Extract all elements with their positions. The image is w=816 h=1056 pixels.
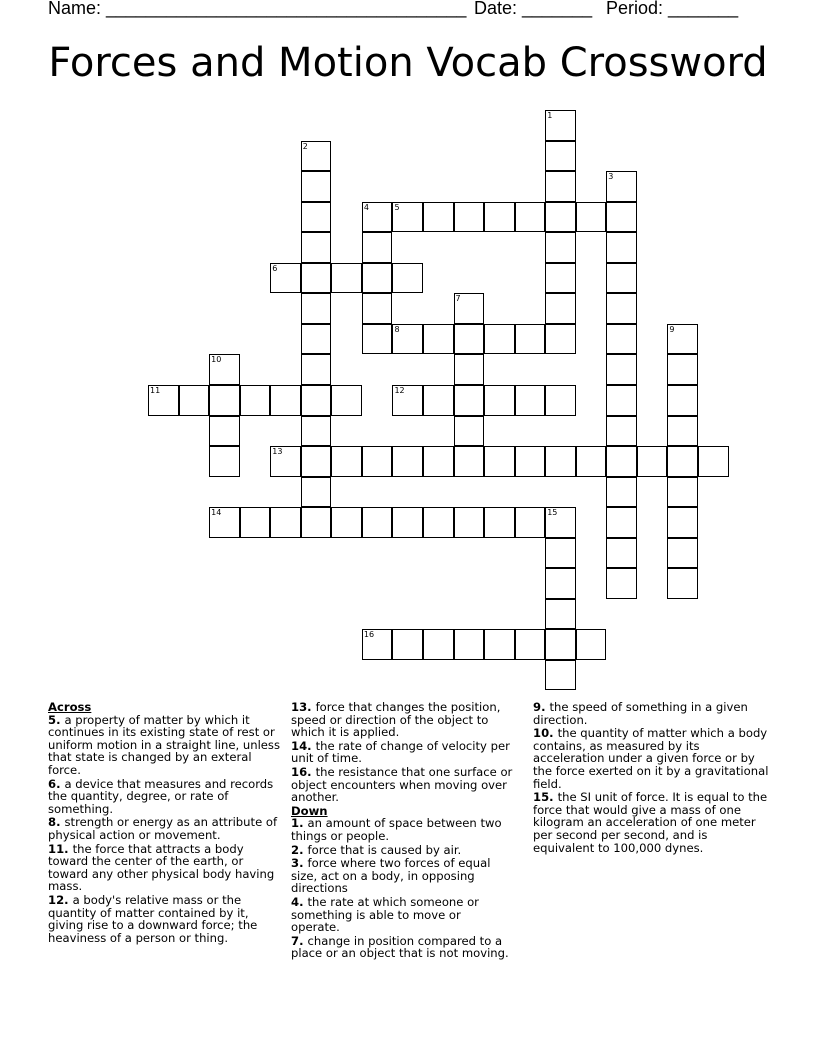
clue-number: 14 (211, 508, 222, 518)
clue-number: 9 (669, 324, 675, 334)
crossword-cell[interactable] (606, 202, 637, 233)
crossword-cell[interactable] (301, 202, 332, 233)
clue-item-number: 1. (291, 816, 308, 831)
across-clues-list-continued (291, 701, 513, 804)
across-heading: Across (48, 700, 92, 714)
crossword-cell[interactable] (576, 629, 607, 660)
clue-item-text: force that changes the position, speed or direction of the object to which it is applied. (291, 700, 501, 740)
clue-item (291, 740, 513, 765)
clue-number: 12 (394, 385, 405, 395)
crossword-cell[interactable] (331, 507, 362, 538)
crossword-cell[interactable] (576, 202, 607, 233)
clue-item-text: the speed of something in a given direction. (533, 700, 748, 727)
crossword-cell[interactable] (392, 629, 423, 660)
crossword-cell[interactable] (301, 232, 332, 263)
crossword-cell[interactable] (301, 171, 332, 202)
crossword-cell[interactable] (545, 629, 576, 660)
crossword-cell[interactable] (606, 324, 637, 355)
crossword-cell[interactable] (392, 507, 423, 538)
crossword-cell[interactable] (179, 385, 210, 416)
clues-column-3 (533, 701, 769, 855)
crossword-cell[interactable] (667, 446, 698, 477)
crossword-cell[interactable] (362, 324, 393, 355)
clue-item (48, 894, 280, 944)
clue-number: 6 (272, 263, 278, 273)
clue-number: 15 (547, 508, 558, 518)
crossword-cell[interactable] (454, 629, 485, 660)
crossword-cell[interactable] (423, 324, 454, 355)
crossword-cell[interactable] (545, 324, 576, 355)
crossword-cell[interactable] (698, 446, 729, 477)
clue-item-number: 4. (291, 894, 308, 909)
crossword-cell[interactable] (454, 416, 485, 447)
crossword-cell[interactable] (423, 629, 454, 660)
clue-item-text: force that is caused by air. (307, 842, 462, 857)
crossword-cell[interactable] (362, 446, 393, 477)
clue-item-text: strength or energy as an attribute of physical action or movement. (48, 815, 278, 842)
crossword-cell[interactable] (301, 507, 332, 538)
crossword-cell[interactable] (515, 385, 546, 416)
crossword-cell[interactable] (667, 538, 698, 569)
crossword-cell[interactable] (667, 507, 698, 538)
clue-item-text: the SI unit of force. It is equal to the force that would give a mass of one kilogram an acceleration of one meter per second per second, and is equivalent to 100,000 dynes. (533, 790, 768, 855)
crossword-cell[interactable] (545, 599, 576, 630)
clue-item (291, 935, 513, 960)
crossword-cell[interactable] (606, 446, 637, 477)
clue-item (48, 843, 280, 893)
crossword-cell[interactable] (606, 416, 637, 447)
down-heading: Down (291, 803, 328, 818)
crossword-cell[interactable] (209, 416, 240, 447)
clue-item (48, 778, 280, 816)
crossword-cell[interactable] (484, 629, 515, 660)
clue-item-number: 2. (291, 842, 308, 857)
clue-number: 3 (608, 172, 614, 182)
crossword-cell[interactable] (423, 446, 454, 477)
crossword-cell[interactable] (423, 202, 454, 233)
crossword-cell[interactable] (515, 629, 546, 660)
crossword-cell[interactable] (423, 385, 454, 416)
crossword-cell[interactable] (362, 232, 393, 263)
crossword-cell[interactable] (362, 507, 393, 538)
clue-number: 5 (394, 202, 400, 212)
clue-item (533, 791, 769, 854)
clue-number: 2 (302, 141, 308, 151)
clue-item-text: the rate of change of velocity per unit of time. (291, 738, 510, 766)
clue-number: 1 (547, 111, 553, 120)
clue-item-number: 6. (48, 776, 65, 791)
clues-column-1 (48, 701, 280, 945)
crossword-cell[interactable] (454, 385, 485, 416)
crossword-cell[interactable] (515, 202, 546, 233)
crossword-cell[interactable] (576, 446, 607, 477)
crossword-cell[interactable] (331, 446, 362, 477)
crossword-cell[interactable] (454, 354, 485, 385)
crossword-cell[interactable] (606, 354, 637, 385)
crossword-cell[interactable] (240, 385, 271, 416)
clue-item-number: 3. (291, 856, 308, 871)
crossword-cell[interactable] (637, 446, 668, 477)
period-field[interactable]: Period: _______ (606, 0, 739, 18)
crossword-cell[interactable] (484, 324, 515, 355)
clue-item-number: 12. (48, 892, 73, 907)
clues-column-2 (291, 701, 513, 961)
clue-item-number: 10. (533, 726, 558, 741)
crossword-cell[interactable] (301, 446, 332, 477)
crossword-cell[interactable] (270, 385, 301, 416)
crossword-cell[interactable] (545, 202, 576, 233)
crossword-cell[interactable] (545, 660, 576, 691)
clue-item-text: a body's relative mass or the quantity of matter contained by it, giving rise to a downward force; the heaviness of a person or thing. (48, 892, 258, 945)
clue-item-number: 9. (533, 700, 550, 714)
crossword-cell[interactable] (301, 293, 332, 324)
name-field[interactable]: Name: ____________________________________ (48, 0, 467, 18)
crossword-cell[interactable] (331, 263, 362, 294)
crossword-cell[interactable] (392, 263, 423, 294)
crossword-cell[interactable] (392, 446, 423, 477)
clue-item (533, 727, 769, 790)
across-clues-list (48, 714, 280, 945)
crossword-cell[interactable] (606, 477, 637, 508)
clue-item-number: 14. (291, 738, 316, 753)
date-field[interactable]: Date: _______ (474, 0, 593, 18)
crossword-cell[interactable] (362, 263, 393, 294)
clue-item-number: 15. (533, 790, 558, 805)
clue-item-text: the force that attracts a body toward the center of the earth, or toward any other physical body having mass. (48, 841, 275, 894)
clue-number: 10 (211, 355, 222, 365)
clue-item-number: 5. (48, 712, 65, 727)
clue-item-text: a property of matter by which it continues in its existing state of rest or uniform motion in a straight line, unless that state is changed by an exteral force. (48, 712, 280, 777)
crossword-cell[interactable] (301, 263, 332, 294)
crossword-cell[interactable] (484, 202, 515, 233)
crossword-cell[interactable] (606, 232, 637, 263)
clue-number: 7 (455, 294, 461, 304)
crossword-cell[interactable] (209, 385, 240, 416)
clue-item (533, 701, 769, 726)
crossword-cell[interactable] (667, 477, 698, 508)
crossword-cell[interactable] (454, 324, 485, 355)
clue-item-number: 8. (48, 815, 65, 830)
crossword-cell[interactable] (209, 446, 240, 477)
crossword-cell[interactable] (454, 446, 485, 477)
crossword-cell[interactable] (545, 171, 576, 202)
crossword-cell[interactable] (545, 141, 576, 172)
clue-item-text: change in position compared to a place or an object that is not moving. (291, 933, 509, 961)
clue-item (291, 817, 513, 842)
crossword-cell[interactable] (667, 568, 698, 599)
clue-item-text: the resistance that one surface or object encounters when moving over another. (291, 764, 513, 805)
crossword-cell[interactable] (301, 324, 332, 355)
crossword-cell[interactable] (606, 293, 637, 324)
clue-item (291, 896, 513, 934)
clue-item (48, 714, 280, 777)
clue-number: 8 (394, 324, 400, 334)
crossword-cell[interactable] (515, 324, 546, 355)
clue-item-text: a device that measures and records the quantity, degree, or rate of something. (48, 776, 274, 816)
clue-item (291, 844, 513, 857)
crossword-cell[interactable] (606, 538, 637, 569)
crossword-cell[interactable] (606, 385, 637, 416)
crossword-cell[interactable] (545, 446, 576, 477)
page-title: Forces and Motion Vocab Crossword (48, 40, 768, 86)
crossword-cell[interactable] (484, 385, 515, 416)
crossword-cell[interactable] (545, 293, 576, 324)
crossword-cell[interactable] (515, 446, 546, 477)
crossword-cell[interactable] (301, 385, 332, 416)
clue-number: 11 (150, 385, 161, 395)
clue-item-text: the rate at which someone or something is able to move or operate. (291, 894, 479, 935)
crossword-cell[interactable] (270, 507, 301, 538)
crossword-cell[interactable] (301, 354, 332, 385)
clue-item-text: an amount of space between two things or people. (291, 816, 502, 843)
crossword-cell[interactable] (606, 568, 637, 599)
crossword-cell[interactable] (667, 416, 698, 447)
clue-item (291, 857, 513, 895)
clue-item-text: force where two forces of equal size, act on a body, in opposing directions (291, 856, 491, 896)
crossword-cell[interactable] (515, 507, 546, 538)
clue-item-number: 11. (48, 841, 73, 856)
clue-item-number: 16. (291, 764, 316, 779)
clue-number: 4 (363, 202, 369, 212)
clue-item-text: the quantity of matter which a body contains, as measured by its acceleration under a given force or by the force exerted on it by a gravitational field. (533, 726, 769, 791)
crossword-cell[interactable] (545, 232, 576, 263)
down-clues-list (291, 817, 513, 960)
down-clues-list-continued (533, 701, 769, 854)
crossword-cell[interactable] (667, 385, 698, 416)
crossword-cell[interactable] (454, 202, 485, 233)
crossword-cell[interactable] (484, 507, 515, 538)
crossword-cell[interactable] (423, 507, 454, 538)
crossword-cell[interactable] (240, 507, 271, 538)
crossword-cell[interactable] (545, 538, 576, 569)
crossword-cell[interactable] (545, 385, 576, 416)
clue-item (291, 766, 513, 804)
crossword-cell[interactable] (301, 477, 332, 508)
clue-item-number: 13. (291, 700, 316, 714)
clue-item-number: 7. (291, 933, 308, 948)
clue-number: 16 (363, 630, 375, 640)
clue-number: 13 (272, 447, 283, 457)
crossword-cell[interactable] (545, 263, 576, 294)
crossword-cell[interactable] (454, 507, 485, 538)
crossword-cell[interactable] (331, 385, 362, 416)
clue-item (291, 701, 513, 739)
clue-item (48, 816, 280, 841)
crossword-cell[interactable] (545, 568, 576, 599)
crossword-cell[interactable] (606, 263, 637, 294)
crossword-cell[interactable] (484, 446, 515, 477)
crossword-cell[interactable] (362, 293, 393, 324)
crossword-cell[interactable] (606, 507, 637, 538)
crossword-cell[interactable] (667, 354, 698, 385)
crossword-cell[interactable] (301, 416, 332, 447)
